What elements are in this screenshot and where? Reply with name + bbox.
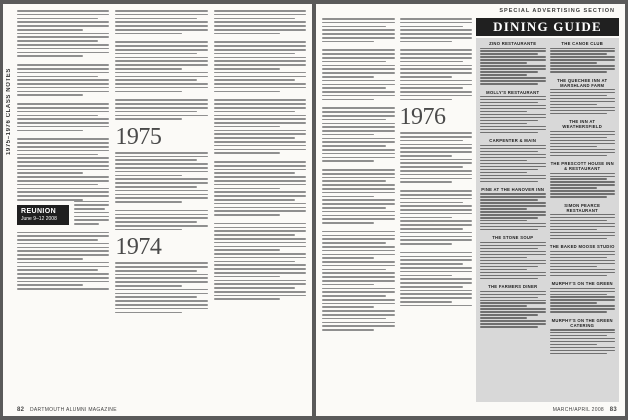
- body-text: [400, 18, 473, 100]
- dining-guide-right-column: [550, 41, 616, 399]
- restaurant-name: MURPHY'S ON THE GREEN CATERING: [551, 317, 613, 328]
- body-text: [115, 262, 207, 313]
- restaurant-name: THE FARMERS DINER: [488, 284, 538, 290]
- dining-guide-left-column: [480, 41, 546, 399]
- class-year-heading: 1975: [115, 123, 162, 150]
- right-column-1: [322, 18, 395, 331]
- body-text: [322, 18, 395, 331]
- restaurant-name: THE INN AT WEATHERSFIELD: [562, 119, 603, 130]
- special-advertising-label: SPECIAL ADVERTISING SECTION: [499, 8, 615, 14]
- body-text: [214, 10, 306, 300]
- reunion-title: REUNION: [21, 207, 57, 215]
- dining-guide-entry: [550, 244, 616, 276]
- left-folio: [17, 407, 117, 413]
- left-page: [3, 4, 312, 416]
- left-column-3: [214, 10, 306, 402]
- restaurant-description: [550, 329, 616, 354]
- left-column-2: [115, 10, 207, 402]
- folio-title: MARCH/APRIL 2008: [552, 407, 605, 413]
- body-text: [115, 10, 207, 120]
- dining-guide-entry: [550, 161, 616, 198]
- right-text-area: [322, 18, 472, 331]
- reunion-date: June 9–12 2008: [21, 215, 57, 222]
- restaurant-name: PINE AT THE HANOVER INN: [481, 186, 545, 192]
- restaurant-name: MURPHY'S ON THE GREEN: [551, 281, 613, 287]
- restaurant-name: CARPENTER & MAIN: [489, 138, 537, 144]
- dining-guide-entry: [480, 90, 546, 134]
- restaurant-description: [480, 96, 546, 133]
- body-text: [400, 132, 473, 306]
- page-number: 82: [17, 407, 25, 413]
- restaurant-description: [480, 48, 546, 85]
- dining-guide-panel: [476, 38, 619, 402]
- body-text: [17, 232, 109, 290]
- body-text: [74, 201, 109, 225]
- right-column-2: [400, 18, 473, 331]
- dining-guide-entry: [550, 281, 616, 313]
- restaurant-description: [480, 193, 546, 230]
- dining-guide-entry: [480, 284, 546, 328]
- body-text: [115, 152, 207, 230]
- restaurant-description: [550, 89, 616, 114]
- restaurant-description: [550, 48, 616, 73]
- dining-guide-entry: [480, 235, 546, 279]
- right-folio: [553, 407, 617, 413]
- dining-guide-entry: [550, 119, 616, 156]
- restaurant-description: [480, 291, 546, 328]
- restaurant-description: [480, 242, 546, 279]
- spine-label: 1975–1976 CLASS NOTES: [6, 68, 12, 156]
- restaurant-name: SIMON PEARCE RESTAURANT: [564, 202, 601, 213]
- restaurant-description: [550, 173, 616, 198]
- body-text: [17, 10, 109, 201]
- right-page: [316, 4, 625, 416]
- dining-guide-entry: [550, 318, 616, 355]
- restaurant-name: THE PRESCOTT HOUSE INN & RESTAURANT: [550, 161, 614, 172]
- reunion-box: [17, 205, 69, 225]
- dining-guide-banner: DINING GUIDE: [476, 18, 619, 36]
- dining-guide-entry: [480, 41, 546, 85]
- restaurant-description: [480, 145, 546, 182]
- folio-title: DARTMOUTH ALUMNI MAGAZINE: [29, 407, 117, 413]
- restaurant-name: ZINO RESTAURANTE: [489, 41, 537, 46]
- restaurant-description: [550, 288, 616, 313]
- restaurant-name: THE QUECHEE INN AT MARSHLAND FARM: [557, 77, 608, 88]
- reunion-section: [17, 201, 109, 229]
- restaurant-name: THE BAKED MOOSE STUDIO: [549, 244, 615, 250]
- class-year-heading: 1974: [115, 234, 162, 261]
- restaurant-name: THE CANOE CLUB: [561, 41, 604, 46]
- class-year-heading: 1976: [399, 104, 446, 131]
- dining-guide-entry: [550, 78, 616, 115]
- dining-guide-entry: [550, 203, 616, 240]
- left-page-columns: [17, 10, 306, 402]
- dining-guide-entry: [480, 187, 546, 231]
- restaurant-description: [550, 214, 616, 239]
- left-column-1: [17, 10, 109, 402]
- restaurant-description: [550, 251, 616, 276]
- dining-guide-entry: [480, 138, 546, 182]
- restaurant-name: MOLLY'S RESTAURANT: [486, 89, 540, 95]
- restaurant-name: THE STONE SOUP: [492, 235, 534, 241]
- dining-guide-entry: [550, 41, 616, 73]
- page-number: 83: [609, 407, 617, 413]
- restaurant-description: [550, 131, 616, 156]
